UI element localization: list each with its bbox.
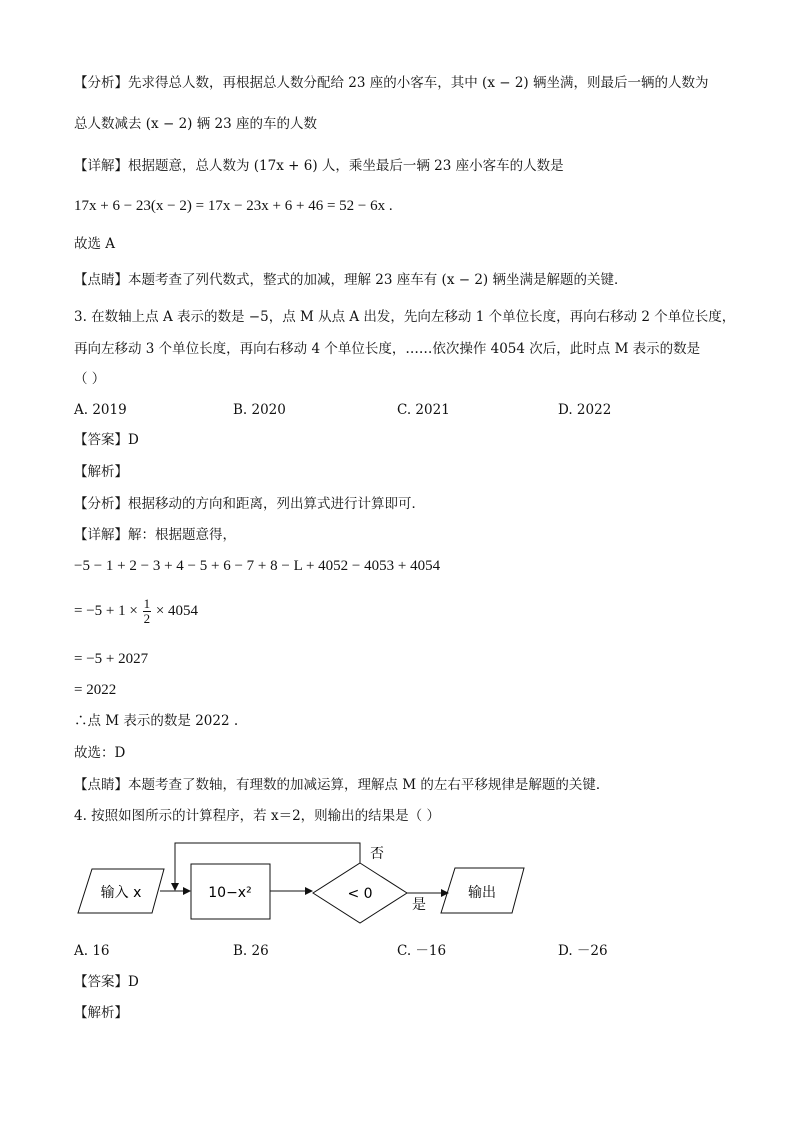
analysis-line-1: 【分析】先求得总人数，再根据总人数分配给 23 座的小客车，其中 (x − 2) 辆坐满，则最后一辆的人数为 <box>74 75 709 91</box>
q3-equation-4: = 2022 <box>74 682 117 698</box>
q3-equation-1: −5 − 1 + 2 − 3 + 4 − 5 + 6 − 7 + 8 − L + 4052 − 4053 + 4054 <box>74 558 441 574</box>
fraction-denominator: 2 <box>143 611 151 626</box>
question-4-stem: 4. 按照如图所示的计算程序，若 x＝2，则输出的结果是（ ） <box>74 808 440 824</box>
decision-label: < 0 <box>347 886 373 902</box>
fraction-numerator: 1 <box>143 596 151 611</box>
comment-line: 【点睛】本题考查了列代数式，整式的加减，理解 23 座车有 (x − 2) 辆坐满是解题的关键． <box>74 272 628 288</box>
q4-option-d: D. －26 <box>558 943 608 959</box>
q3-detail: 【详解】解：根据题意得， <box>74 527 236 543</box>
q3-equation-3: = −5 + 2027 <box>74 651 149 667</box>
q3-equation-2 <box>74 597 198 626</box>
yes-label: 是 <box>412 897 426 913</box>
q3-comment: 【点睛】本题考查了数轴，有理数的加减运算，理解点 M 的左右平移规律是解题的关键． <box>74 777 610 793</box>
question-3-stem-2: 再向左移动 3 个单位长度，再向右移动 4 个单位长度，……依次操作 4054 次后，此时点 M 表示的数是 <box>74 341 701 357</box>
question-3-stem-1: 3. 在数轴上点 A 表示的数是 −5，点 M 从点 A 出发，先向左移动 1 个单位长度，再向右移动 2 个单位长度， <box>74 309 736 325</box>
q3-option-b: B. 2020 <box>233 402 286 418</box>
analysis-line-2: 总人数减去 (x − 2) 辆 23 座的车的人数 <box>74 116 317 132</box>
equation-line: 17x + 6 − 23(x − 2) = 17x − 23x + 6 + 46 = 52 − 6x . <box>74 198 393 214</box>
q4-option-b: B. 26 <box>233 943 269 959</box>
q3-jiexi: 【解析】 <box>74 464 128 480</box>
q4-option-c: C. －16 <box>397 943 447 959</box>
no-label: 否 <box>370 846 384 862</box>
q4-jiexi: 【解析】 <box>74 1005 128 1021</box>
process-label: 10−x² <box>208 885 252 901</box>
q3-answer: 【答案】D <box>74 432 139 448</box>
q3-option-d: D. 2022 <box>558 402 612 418</box>
q4-option-a: A. 16 <box>74 943 110 959</box>
q3-eq2-prefix: = −5 + 1 × <box>74 602 138 619</box>
question-3-stem-3: （ ） <box>74 371 106 387</box>
fraction <box>143 597 152 626</box>
q4-answer: 【答案】D <box>74 974 139 990</box>
detail-line: 【详解】根据题意，总人数为 (17x + 6) 人，乘坐最后一辆 23 座小客车的人数是 <box>74 158 564 174</box>
q3-eq2-suffix: × 4054 <box>155 602 199 619</box>
q3-analysis: 【分析】根据移动的方向和距离，列出算式进行计算即可． <box>74 496 425 512</box>
input-label: 输入 x <box>100 885 142 901</box>
q3-conclusion: ∴点 M 表示的数是 2022 . <box>74 713 239 729</box>
output-label: 输出 <box>468 885 496 901</box>
q3-option-a: A. 2019 <box>74 402 127 418</box>
q3-choice: 故选：D <box>74 745 126 761</box>
choice-line: 故选 A <box>74 236 116 252</box>
flowchart <box>0 835 794 935</box>
q3-option-c: C. 2021 <box>397 402 450 418</box>
